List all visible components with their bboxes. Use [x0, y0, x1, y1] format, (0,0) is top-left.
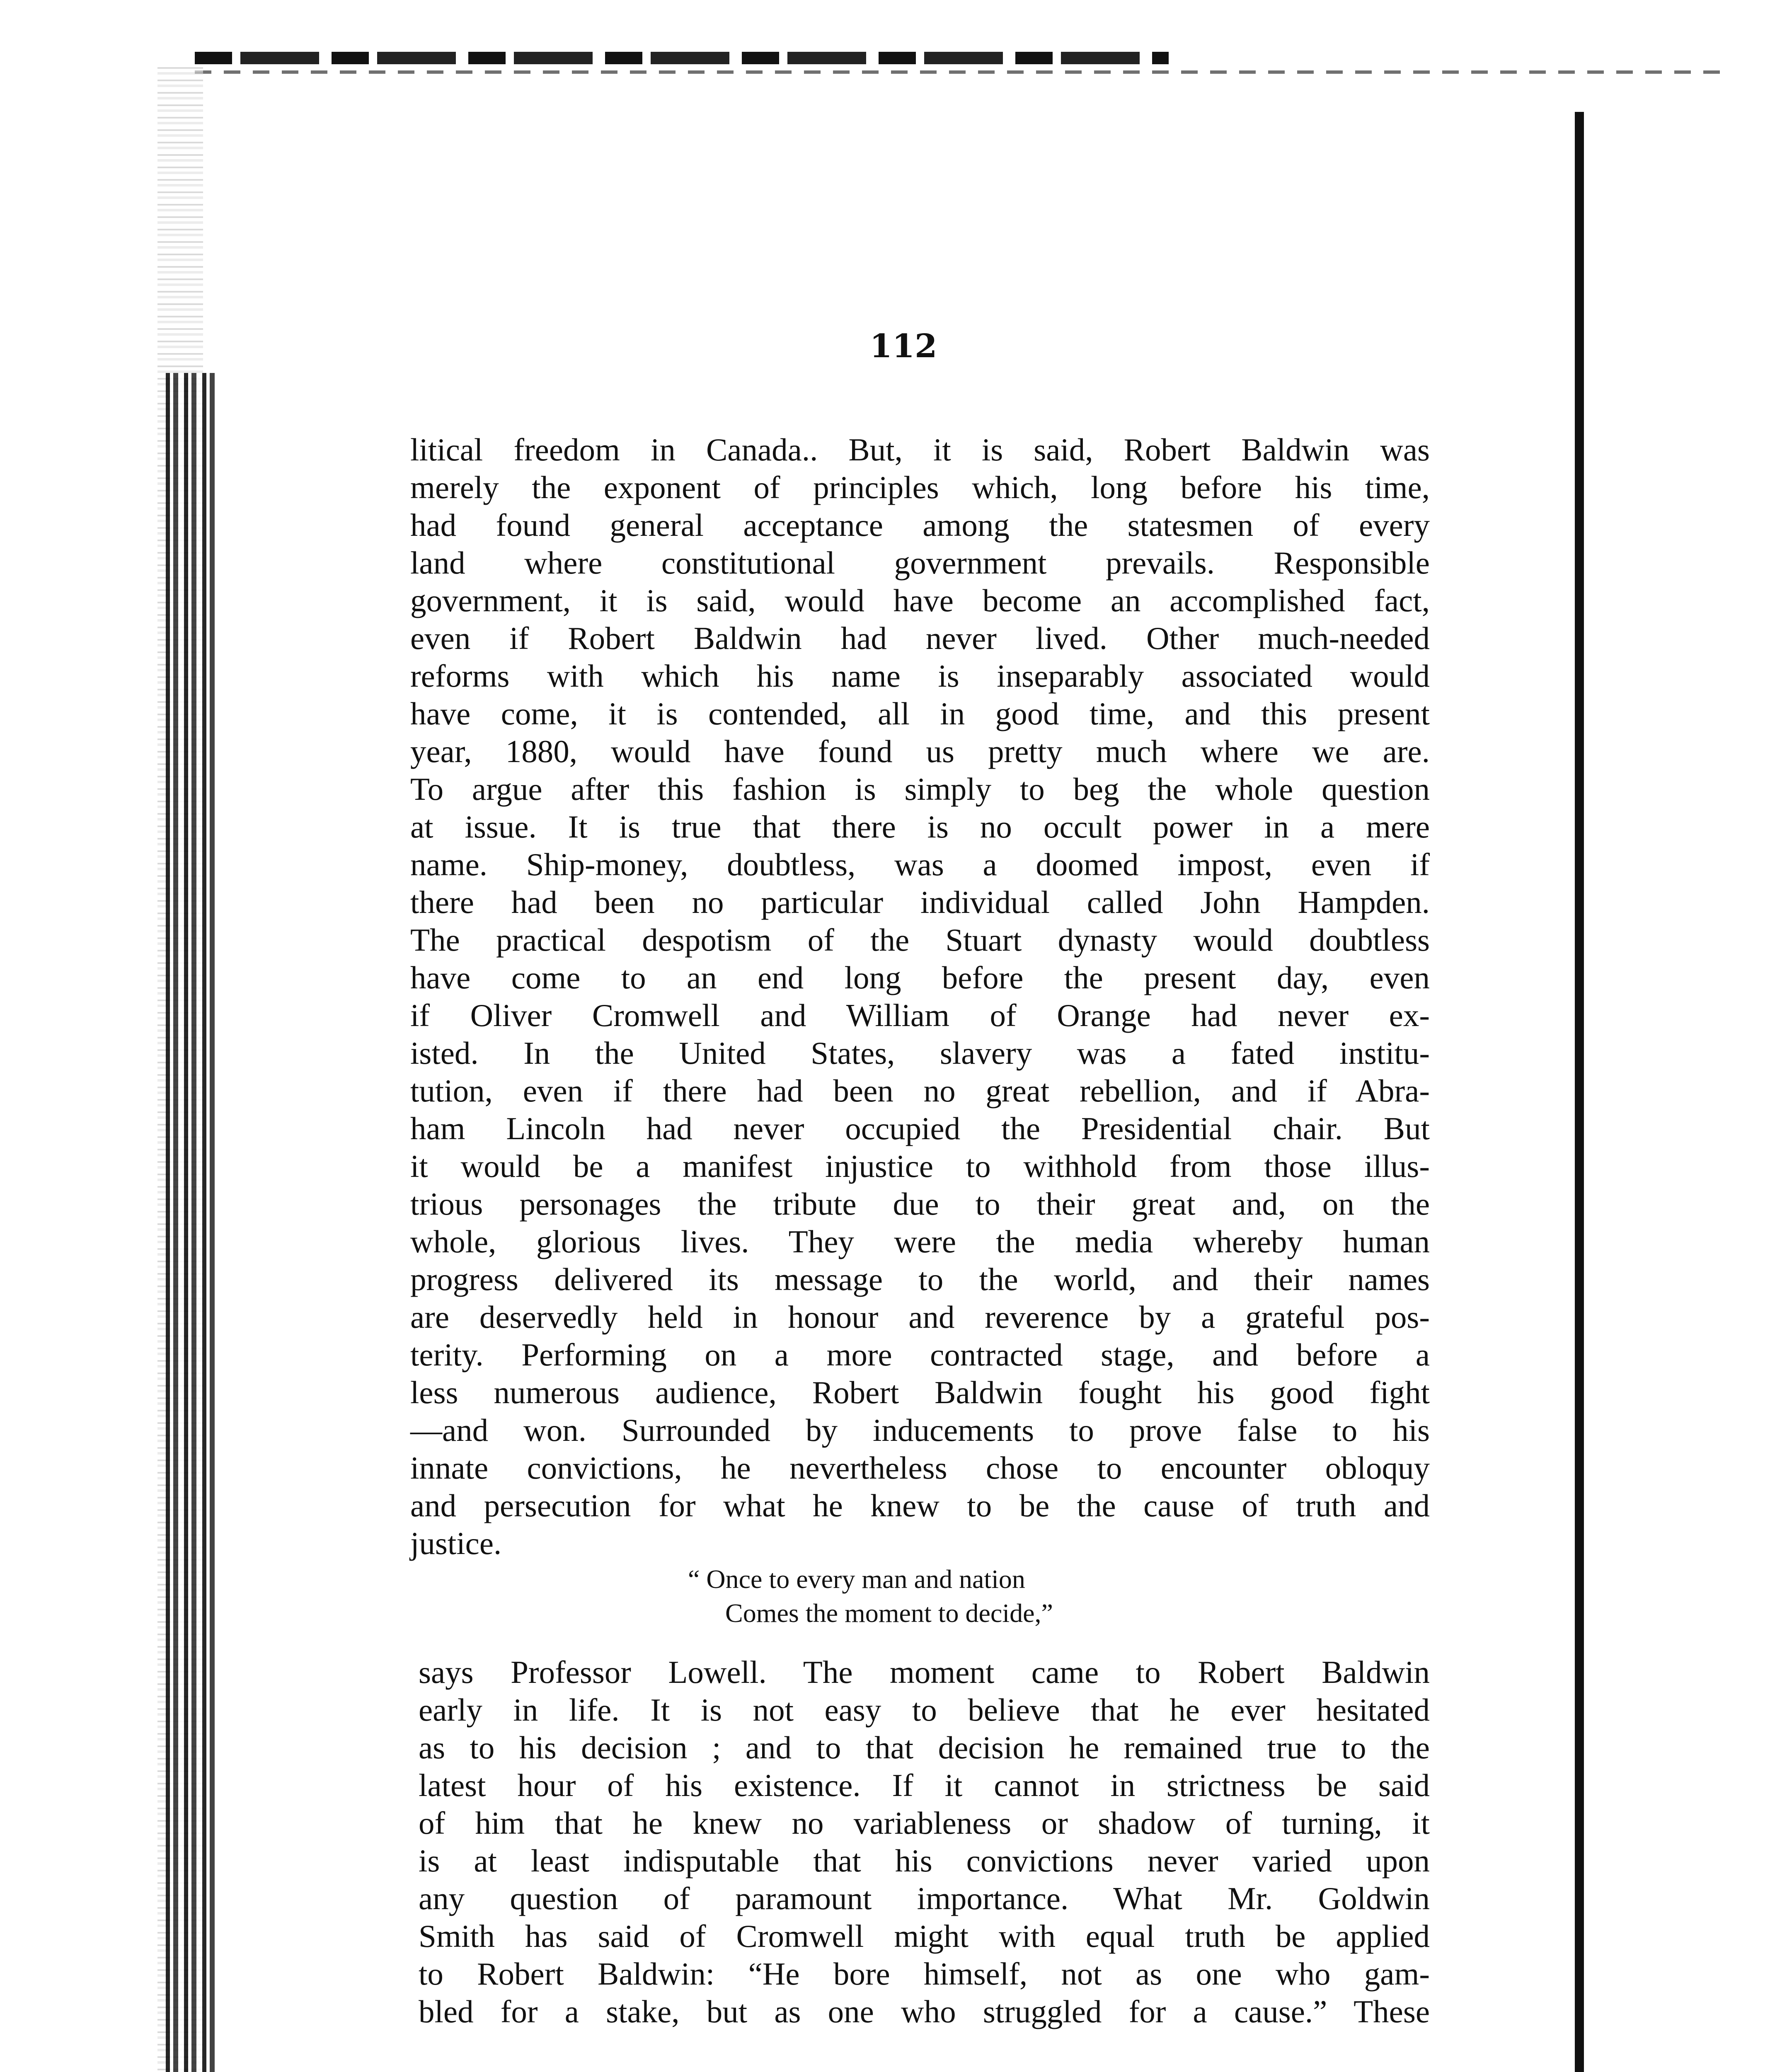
text-line: any question of paramount importance. What Mr. Goldwin	[419, 1881, 1430, 1916]
text-line: trious personages the tribute due to their great and, on the	[410, 1186, 1430, 1222]
text-line: name. Ship-money, doubtless, was a doomed impost, even if	[410, 847, 1430, 882]
text-line: early in life. It is not easy to believe that he ever hesitated	[419, 1692, 1430, 1728]
text-line: To argue after this fashion is simply to beg the whole question	[410, 771, 1430, 807]
text-line: innate convictions, he nevertheless chose to encounter obloquy	[410, 1450, 1430, 1486]
text-line: there had been no particular individual called John Hampden.	[410, 884, 1430, 920]
text-line: justice.	[410, 1525, 502, 1561]
text-line: terity. Performing on a more contracted stage, and before a	[410, 1337, 1430, 1372]
text-line: it would be a manifest injustice to withhold from those illus-	[410, 1148, 1430, 1184]
text-line: even if Robert Baldwin had never lived. Other much-needed	[410, 620, 1430, 656]
text-line: to Robert Baldwin: “He bore himself, not as one who gam-	[419, 1956, 1430, 1992]
text-line: The practical despotism of the Stuart dynasty would doubtless	[410, 922, 1430, 958]
text-line: —and won. Surrounded by inducements to prove false to his	[410, 1412, 1430, 1448]
body-paragraph-1	[410, 431, 1430, 1562]
text-line: ham Lincoln had never occupied the Presidential chair. But	[410, 1111, 1430, 1146]
scan-artifact-binding	[166, 373, 220, 2072]
text-line: have come, it is contended, all in good time, and this present	[410, 696, 1430, 731]
text-line: isted. In the United States, slavery was a fated institu-	[410, 1035, 1430, 1071]
text-line: government, it is said, would have become an accomplished fact,	[410, 583, 1430, 618]
text-line: whole, glorious lives. They were the media whereby human	[410, 1224, 1430, 1259]
text-line: of him that he knew no variableness or shadow of turning, it	[419, 1805, 1430, 1841]
text-line: as to his decision ; and to that decision he remained true to the	[419, 1730, 1430, 1765]
text-line: at issue. It is true that there is no occult power in a mere	[410, 809, 1430, 845]
text-line: progress delivered its message to the world, and their names	[410, 1261, 1430, 1297]
text-line: says Professor Lowell. The moment came to Robert Baldwin	[419, 1654, 1430, 1690]
text-line: have come to an end long before the present day, even	[410, 960, 1430, 995]
text-line: bled for a stake, but as one who struggled for a cause.” These	[419, 1994, 1430, 2029]
text-line: land where constitutional government prevails. Responsible	[410, 545, 1430, 581]
page-edge-rule	[1575, 112, 1584, 2072]
text-line: year, 1880, would have found us pretty much where we are.	[410, 733, 1430, 769]
quote-line: “ Once to every man and nation	[688, 1564, 1025, 1594]
block-quote	[688, 1562, 1185, 1630]
text-line: latest hour of his existence. If it cannot in strictness be said	[419, 1767, 1430, 1803]
quote-line: Comes the moment to decide,”	[725, 1598, 1053, 1628]
page-number: 112	[869, 327, 937, 365]
text-line: merely the exponent of principles which, long before his time,	[410, 470, 1430, 505]
text-line: Smith has said of Cromwell might with equal truth be applied	[419, 1918, 1430, 1954]
text-line: litical freedom in Canada.. But, it is said, Robert Baldwin was	[410, 432, 1430, 467]
text-line: had found general acceptance among the statesmen of every	[410, 507, 1430, 543]
text-line: if Oliver Cromwell and William of Orange had never ex-	[410, 997, 1430, 1033]
text-line: less numerous audience, Robert Baldwin fought his good fight	[410, 1375, 1430, 1410]
text-line: reforms with which his name is inseparably associated would	[410, 658, 1430, 694]
text-line: tution, even if there had been no great rebellion, and if Abra-	[410, 1073, 1430, 1109]
scan-artifact-top-band	[195, 52, 1169, 64]
text-line: are deservedly held in honour and reverence by a grateful pos-	[410, 1299, 1430, 1335]
body-paragraph-2	[419, 1653, 1430, 2031]
text-line: is at least indisputable that his convictions never varied upon	[419, 1843, 1430, 1878]
text-line: and persecution for what he knew to be the cause of truth and	[410, 1488, 1430, 1523]
scan-artifact-top-line	[195, 70, 1728, 74]
